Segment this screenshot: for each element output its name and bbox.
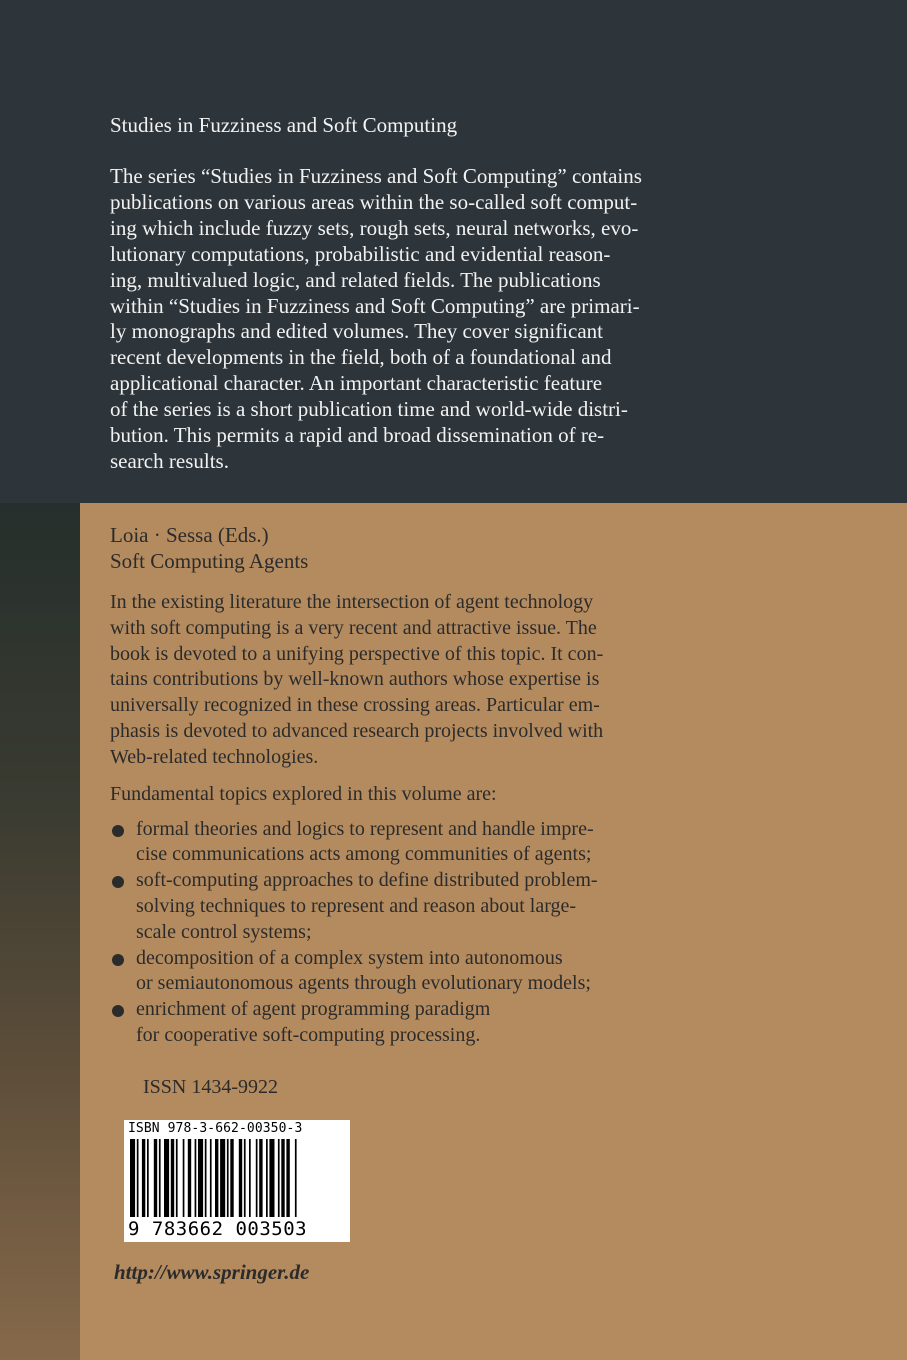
topic-list-item: [110, 868, 730, 945]
topic-line: solving techniques to represent and reason about large-: [136, 894, 577, 917]
book-description-line: with soft computing is a very recent and attractive issue. The: [110, 616, 597, 639]
topic-list-item: [110, 946, 730, 998]
barcode-bar: [198, 1139, 203, 1217]
barcode-bar: [195, 1139, 197, 1217]
barcode-bar: [142, 1139, 145, 1217]
book-description-line: In the existing literature the intersection of agent technology: [110, 591, 594, 613]
barcode-bar: [210, 1139, 212, 1217]
series-description-line: of the series is a short publication time and world-wide distri-: [110, 397, 628, 422]
series-description-line: ing which include fuzzy sets, rough sets, neural networks, evo-: [110, 215, 639, 240]
barcode-bar: [239, 1139, 242, 1217]
series-description-line: The series “Studies in Fuzziness and Soft Computing” contains: [110, 164, 642, 188]
barcode-bar: [259, 1139, 262, 1217]
topic-line: enrichment of agent programming paradigm: [136, 998, 491, 1021]
barcode-bar: [171, 1139, 174, 1217]
topic-list-item: [110, 817, 730, 869]
barcode-bar: [183, 1139, 185, 1217]
series-title: Studies in Fuzziness and Soft Computing: [110, 113, 458, 137]
bullet-icon: [112, 876, 124, 888]
topic-line: formal theories and logics to represent and handle impre-: [136, 817, 594, 840]
topic-line: or semiautonomous agents through evolutionary models;: [136, 972, 591, 995]
series-description-line: recent developments in the field, both of a foundational and: [110, 345, 612, 370]
series-description-line: applicational character. An important characteristic feature: [110, 371, 603, 396]
barcode-bar: [154, 1139, 157, 1217]
book-description-line: Web-related technologies.: [110, 745, 319, 768]
series-description-line: search results.: [110, 448, 229, 473]
series-description-line: bution. This permits a rapid and broad dissemination of re-: [110, 423, 605, 448]
barcode-bar: [164, 1139, 169, 1217]
barcode-bar: [130, 1139, 135, 1217]
topic-line: for cooperative soft-computing processing.: [136, 1023, 481, 1046]
bullet-icon: [112, 825, 124, 837]
barcode-bar: [256, 1139, 258, 1217]
book-editors: Loia · Sessa (Eds.): [110, 523, 269, 547]
barcode-bar: [220, 1139, 225, 1217]
book-title: Soft Computing Agents: [110, 549, 309, 573]
isbn-label: ISBN 978-3-662-00350-3: [128, 1121, 303, 1136]
book-section: [110, 522, 730, 1049]
barcode-bar: [205, 1139, 207, 1217]
topic-line: soft-computing approaches to define distributed problem-: [136, 869, 598, 892]
barcode-bar: [249, 1139, 251, 1217]
barcode-bar: [159, 1139, 161, 1217]
topic-line: scale control systems;: [136, 920, 312, 943]
barcode-bar: [230, 1139, 233, 1217]
book-description: [110, 590, 730, 771]
book-description-line: universally recognized in these crossing areas. Particular em-: [110, 694, 600, 717]
series-description-line: ly monographs and edited volumes. They cover significant: [110, 319, 603, 344]
bullet-icon: [112, 954, 124, 966]
isbn-barcode: [124, 1120, 350, 1242]
topic-line: decomposition of a complex system into autonomous: [136, 946, 563, 969]
issn-number: ISSN 1434-9922: [143, 1076, 279, 1098]
bullet-icon: [112, 1005, 124, 1017]
barcode-bar: [215, 1139, 218, 1217]
book-description-line: book is devoted to a unifying perspective of this topic. It con-: [110, 642, 604, 665]
book-description-line: tains contributions by well-known authors whose expertise is: [110, 668, 600, 691]
topics-intro: Fundamental topics explored in this volume are:: [110, 782, 497, 805]
barcode-bar: [176, 1139, 178, 1217]
publisher-url: http://www.springer.de: [114, 1260, 310, 1284]
barcode-bar: [266, 1139, 268, 1217]
barcode-bar: [137, 1139, 139, 1217]
book-description-line: phasis is devoted to advanced research projects involved with: [110, 719, 604, 742]
barcode-bar: [269, 1139, 274, 1217]
barcode-bar: [244, 1139, 246, 1217]
barcode-bar: [227, 1139, 229, 1217]
barcode-bar: [295, 1139, 297, 1217]
topic-line: cise communications acts among communities of agents;: [136, 843, 592, 866]
barcode-bar: [286, 1139, 289, 1217]
series-description: [110, 164, 720, 475]
barcode-bar: [281, 1139, 284, 1217]
series-description-line: within “Studies in Fuzziness and Soft Computing” are primari-: [110, 293, 640, 318]
barcode-bar: [278, 1139, 280, 1217]
series-description-line: ing, multivalued logic, and related fields. The publications: [110, 267, 601, 292]
series-description-line: publications on various areas within the so-called soft comput-: [110, 189, 638, 214]
barcode-bar: [147, 1139, 149, 1217]
series-description-line: lutionary computations, probabilistic and evidential reason-: [110, 241, 611, 266]
series-section: [110, 110, 720, 475]
cover-edge-strip: [0, 503, 80, 1360]
barcode-bar: [188, 1139, 191, 1217]
barcode-digits: 9 783662 003503: [128, 1218, 308, 1240]
topic-list-item: [110, 997, 730, 1049]
